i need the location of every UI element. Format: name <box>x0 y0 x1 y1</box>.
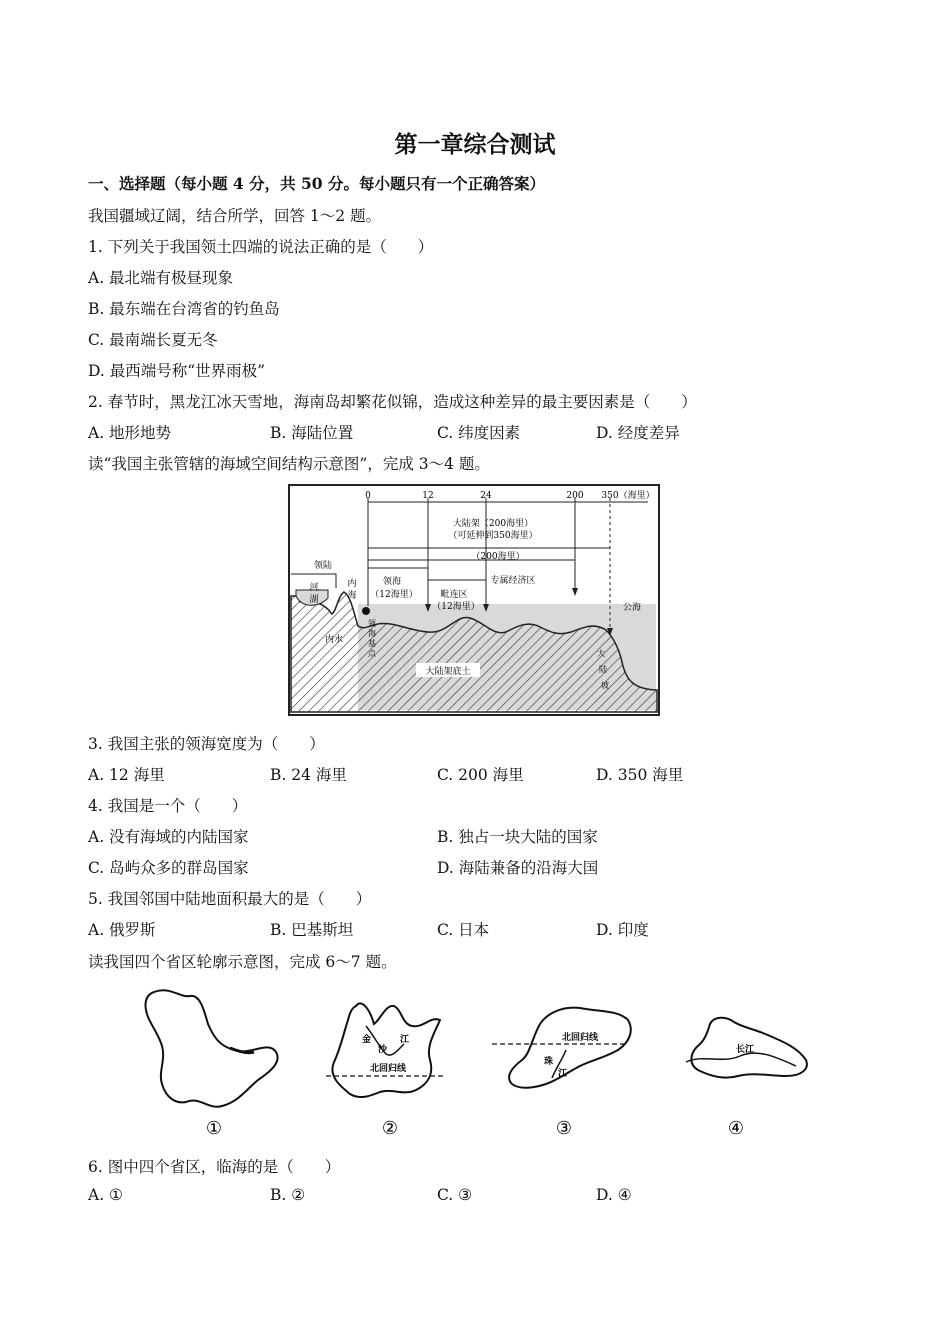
intro-text: 我国疆域辽阔，结合所学，回答 1～2 题。 <box>88 207 382 225</box>
q5-option-b: B. 巴基斯坦 <box>270 921 354 939</box>
scale-0: 0 <box>365 491 371 501</box>
label-1: ① <box>205 1118 223 1139</box>
shelf-label: 大陆架（200海里） <box>452 519 534 529</box>
zhu-2: 江 <box>558 1069 568 1079</box>
baseline-4: 点 <box>368 649 376 658</box>
intro-text: 读“我国主张管辖的海域空间结构示意图”，完成 3～4 题。 <box>88 455 490 473</box>
label-2: ② <box>381 1118 399 1139</box>
q2-option-a: A. 地形地势 <box>88 424 172 442</box>
slope-1: 大 <box>597 649 605 658</box>
slope-3: 坡 <box>601 681 609 690</box>
scale-12: 12 <box>422 491 434 501</box>
q1-option-b: B. 最东端在台湾省的钓鱼岛 <box>88 300 280 318</box>
q6-option-d: D. ④ <box>596 1186 632 1204</box>
q5-option-d: D. 印度 <box>596 921 649 939</box>
label-3: ③ <box>555 1118 573 1139</box>
tropic-label-3: 北回归线 <box>562 1033 599 1043</box>
label-4: ④ <box>727 1118 745 1139</box>
eez-label: 专属经济区 <box>490 576 536 586</box>
q3-option-a: A. 12 海里 <box>88 766 165 784</box>
question-2: 2. 春节时，黑龙江冰天雪地，海南岛却繁花似锦，造成这种差异的最主要因素是（ ） <box>88 393 697 411</box>
question-6: 6. 图中四个省区，临海的是（ ） <box>88 1158 341 1176</box>
jinsha-2: 沙 <box>378 1045 388 1055</box>
jinsha-3: 江 <box>400 1035 410 1045</box>
province-outlines-figure <box>130 980 820 1142</box>
territorial-sea: 领海 <box>382 577 402 587</box>
land-label: 领陆 <box>313 561 333 571</box>
q4-option-c: C. 岛屿众多的群岛国家 <box>88 859 249 877</box>
q3-option-c: C. 200 海里 <box>437 766 524 784</box>
q5-option-a: A. 俄罗斯 <box>88 921 156 939</box>
inner-sea-1: 内 <box>347 579 357 589</box>
high-sea: 公海 <box>622 603 642 613</box>
baseline-3: 基 <box>368 639 376 648</box>
intro-text: 读我国四个省区轮廓示意图，完成 6～7 题。 <box>88 953 397 971</box>
baseline-1: 领 <box>368 619 376 628</box>
q4-option-d: D. 海陆兼备的沿海大国 <box>437 859 599 877</box>
zhu-1: 珠 <box>544 1057 554 1067</box>
inner-sea-2: 海 <box>347 591 357 601</box>
contiguous-width: （12海里） <box>432 602 480 612</box>
q6-option-c: C. ③ <box>437 1186 473 1204</box>
q2-option-c: C. 纬度因素 <box>437 424 521 442</box>
lake-label-2: 湖 <box>309 595 319 605</box>
maritime-zones-diagram <box>288 484 660 716</box>
q6-option-a: A. ① <box>88 1186 123 1204</box>
q4-option-a: A. 没有海域的内陆国家 <box>88 828 249 846</box>
lake-label-1: 河 <box>309 583 319 593</box>
question-4: 4. 我国是一个（ ） <box>88 797 248 815</box>
page-title: 第一章综合测试 <box>394 131 556 158</box>
inland-water: 内水 <box>324 635 344 645</box>
baseline-2: 海 <box>368 629 376 638</box>
q1-option-a: A. 最北端有极昼现象 <box>88 269 234 287</box>
tropic-label-2: 北回归线 <box>370 1064 407 1074</box>
section-heading: 一、选择题（每小题 4 分，共 50 分。每小题只有一个正确答案） <box>88 174 545 193</box>
contiguous-zone: 毗连区 <box>440 590 468 600</box>
territorial-width: （12海里） <box>370 590 418 600</box>
scale-200: 200 <box>566 491 584 501</box>
question-5: 5. 我国邻国中陆地面积最大的是（ ） <box>88 890 372 908</box>
q2-option-d: D. 经度差异 <box>596 424 680 442</box>
jinsha-1: 金 <box>362 1035 372 1045</box>
slope-2: 陆 <box>599 665 607 674</box>
scale-350: 350（海里） <box>601 491 655 501</box>
q1-option-c: C. 最南端长夏无冬 <box>88 331 218 349</box>
q1-option-d: D. 最西端号称“世界雨极” <box>88 362 266 380</box>
q6-option-b: B. ② <box>270 1186 306 1204</box>
q3-option-b: B. 24 海里 <box>270 766 347 784</box>
q3-option-d: D. 350 海里 <box>596 766 684 784</box>
question-1: 1. 下列关于我国领土四端的说法正确的是（ ） <box>88 238 434 256</box>
q5-option-c: C. 日本 <box>437 921 490 939</box>
eez-width: （200海里） <box>471 552 525 562</box>
shelf-extension: （可延伸到350海里） <box>448 531 538 541</box>
seabed-label: 大陆架底土 <box>425 667 471 677</box>
scale-24: 24 <box>480 491 492 501</box>
yangtze-label: 长江 <box>736 1045 755 1055</box>
q4-option-b: B. 独占一块大陆的国家 <box>437 828 598 846</box>
question-3: 3. 我国主张的领海宽度为（ ） <box>88 735 325 753</box>
q2-option-b: B. 海陆位置 <box>270 424 354 442</box>
